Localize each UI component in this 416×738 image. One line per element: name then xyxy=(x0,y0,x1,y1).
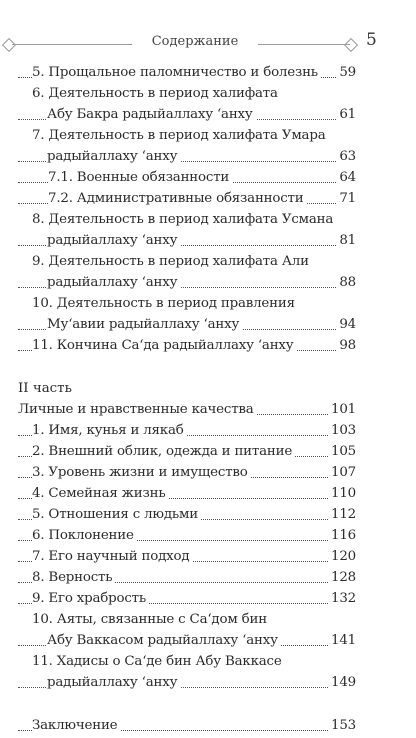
toc-entry-title: 10. Деятельность в период правления xyxy=(32,296,298,311)
toc-entry-title: 2. Внешний облик, одежда и питание xyxy=(32,444,295,459)
toc-entry-title: 7.2. Административные обязанности xyxy=(48,191,307,206)
toc-entry-title: Абу Ваккасом радыйаллаху ‘анху xyxy=(47,633,281,648)
toc-page-number: 88 xyxy=(336,272,356,293)
toc-entry-title: 7. Его научный подход xyxy=(32,549,192,564)
toc-entry-title: Заключение xyxy=(32,718,120,733)
toc-entry xyxy=(18,420,356,441)
toc-entry xyxy=(18,399,356,420)
toc-entry xyxy=(18,335,356,356)
toc-entry xyxy=(18,209,356,251)
toc-page-number: 61 xyxy=(336,104,356,125)
toc-page-number: 101 xyxy=(328,399,356,420)
toc-page-number: 63 xyxy=(336,146,356,167)
toc-entry xyxy=(18,462,356,483)
toc-entry xyxy=(18,62,356,83)
toc-entry xyxy=(18,504,356,525)
toc-entry-title: 8. Деятельность в период халифата Усмана xyxy=(32,212,336,227)
ornament-rule-left xyxy=(12,44,132,45)
toc-page-number: 132 xyxy=(328,588,356,609)
toc-entry xyxy=(18,525,356,546)
toc-entry-title: радыйаллаху ‘анху xyxy=(47,233,180,248)
toc-entry-title: 9. Деятельность в период халифата Али xyxy=(32,254,312,269)
toc-entry-title: Личные и нравственные качества xyxy=(18,402,257,417)
toc-entry xyxy=(18,441,356,462)
toc-page-number: 64 xyxy=(336,167,356,188)
toc-entry xyxy=(18,83,356,125)
toc-page-number: 141 xyxy=(328,630,356,651)
toc-entry-title: радыйаллаху ‘анху xyxy=(47,275,180,290)
toc-entry xyxy=(18,588,356,609)
toc-entry xyxy=(18,546,356,567)
table-of-contents xyxy=(18,62,356,736)
toc-page-number: 105 xyxy=(328,441,356,462)
toc-entry xyxy=(18,609,356,651)
toc-page-number: 107 xyxy=(328,462,356,483)
toc-entry-title: 10. Аяты, связанные с Са‘дом бин xyxy=(32,612,270,627)
toc-entry-title: 5. Отношения с людьми xyxy=(32,507,201,522)
ornament-rule-right xyxy=(258,44,350,45)
toc-entry-title: 6. Поклонение xyxy=(32,528,137,543)
toc-entry-title: 1. Имя, кунья и лякаб xyxy=(32,423,187,438)
toc-entry xyxy=(18,715,356,736)
toc-entry-title: 3. Уровень жизни и имущество xyxy=(32,465,251,480)
toc-entry-title: 11. Кончина Са‘да радыйаллаху ‘анху xyxy=(32,338,296,353)
toc-entry xyxy=(18,483,356,504)
toc-page-number: 94 xyxy=(336,314,356,335)
page-number: 5 xyxy=(366,30,377,50)
toc-page-number: 112 xyxy=(328,504,356,525)
toc-entry-title: 5. Прощальное паломничество и болезнь xyxy=(32,65,321,80)
toc-entry xyxy=(18,167,356,188)
toc-entry xyxy=(18,567,356,588)
toc-page-number: 71 xyxy=(336,188,356,209)
toc-entry-title: 4. Семейная жизнь xyxy=(32,486,168,501)
toc-page-number: 153 xyxy=(328,715,356,736)
toc-entry xyxy=(18,251,356,293)
toc-entry-title: радыйаллаху ‘анху xyxy=(47,149,180,164)
toc-entry xyxy=(18,125,356,167)
toc-entry-title: Му‘авии радыйаллаху ‘анху xyxy=(47,317,242,332)
toc-entry-title: Абу Бакра радыйаллаху ‘анху xyxy=(47,107,256,122)
toc-entry-title: 7.1. Военные обязанности xyxy=(48,170,232,185)
toc-page-number: 116 xyxy=(328,525,356,546)
toc-page-number: 98 xyxy=(336,335,356,356)
toc-entry xyxy=(18,188,356,209)
toc-page-number: 110 xyxy=(328,483,356,504)
toc-page-number: 128 xyxy=(328,567,356,588)
part-title: II часть xyxy=(18,381,72,396)
toc-entry-title: 7. Деятельность в период халифата Умара xyxy=(32,128,328,143)
running-header xyxy=(0,30,416,60)
ornament-diamond-left xyxy=(2,38,16,52)
toc-page-number: 120 xyxy=(328,546,356,567)
toc-entry-title: 6. Деятельность в период халифата xyxy=(32,86,281,101)
toc-page-number: 149 xyxy=(328,672,356,693)
toc-entry-title: 8. Верность xyxy=(32,570,115,585)
toc-entry-title: 11. Хадисы о Са‘де бин Абу Ваккасе xyxy=(32,654,285,669)
ornament-diamond-right xyxy=(344,38,358,52)
toc-entry xyxy=(18,651,356,693)
header-title: Содержание xyxy=(151,34,239,49)
toc-page-number: 81 xyxy=(336,230,356,251)
toc-entry xyxy=(18,293,356,335)
toc-entry-title: 9. Его храбрость xyxy=(32,591,149,606)
toc-entry-title: радыйаллаху ‘анху xyxy=(47,675,180,690)
toc-page-number: 103 xyxy=(328,420,356,441)
toc-page-number: 59 xyxy=(336,62,356,83)
